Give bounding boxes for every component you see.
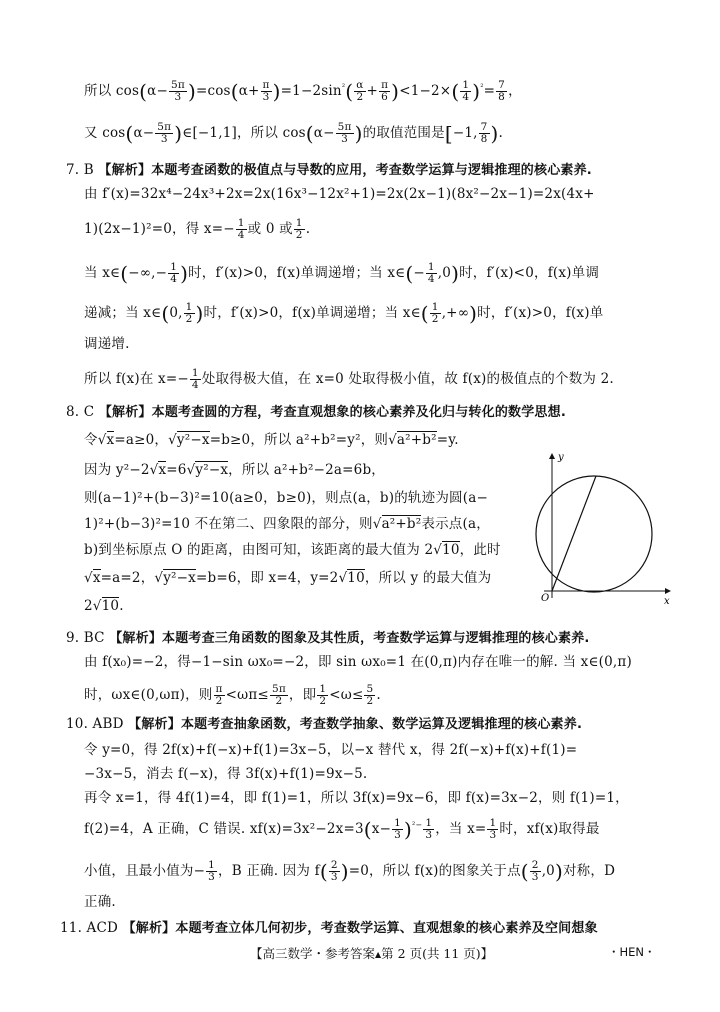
footer-code: ・HEN・ [608, 945, 656, 959]
fraction: $\frac{\alpha}{2}$ [356, 79, 364, 103]
q10-line-2: −3x−5，消去 f(−x)，得 3f(x)+f(1)=9x−5. [84, 766, 368, 782]
q9-header [66, 628, 590, 649]
q11-analysis-tag: 【解析】本题考查立体几何初步，考查数学运算、直观想象的核心素养及空间想象 [122, 921, 598, 936]
q10-line-5: 小值，且最小值为− $\frac{1}{3}$ ，B 正确. 因为 f( $\frac{2}{3}$ )=0，所以 f(x)的图象关于点( $\frac{2}{3}$ ,0)对称，D [84, 859, 616, 884]
q9-number: 9. BC [66, 630, 105, 646]
q8-line-2: 因为 y²−2√x=6√y²−x，所以 a²+b²−2a=6b， [84, 462, 385, 478]
fraction: $\frac{5\pi}{3}$ [170, 79, 185, 103]
q11-header [60, 918, 598, 939]
q7-analysis-tag: 【解析】本题考查函数的极值点与导数的应用，考查数学运算与逻辑推理的核心素养. [98, 163, 592, 178]
q7-line-2: 1)(2x−1)²=0，得 x=− $\frac{1}{4}$ 或 0 或 $\frac{1}{2}$ . [84, 217, 311, 241]
q10-number: 10. ABD [66, 716, 124, 732]
fraction: $\frac{1}{4}$ [462, 79, 470, 103]
footer-title: 【高三数学・参考答案 [250, 946, 376, 961]
fraction: $\frac{5\pi}{3}$ [337, 121, 352, 145]
circle-diagram [514, 448, 674, 608]
q8-number: 8. C [66, 404, 95, 420]
q7-header [66, 160, 592, 181]
q8-line-7: 2√10. [84, 598, 124, 614]
top-line-1: 所以 cos(α− $\frac{5\pi}{3}$ )=cos(α+ $\frac{\pi}{3}$ )$=1-2\sin^{^2}$( $\frac{\alpha}{2}$ + $\frac{\pi}{6}$ )<1−2×( $\frac{1}{4}$ )$^{^2}$= $\frac{7}{8}$ ， [84, 79, 522, 104]
q7-line-6: 所以 f(x)在 x=− $\frac{1}{4}$ 处取得极大值，在 x=0 处取得极小值，故 f(x)的极值点的个数为 2. [84, 367, 614, 391]
fraction: $\frac{7}{8}$ [498, 79, 506, 103]
q8-line-1: 令√x=a≥0，√y²−x=b≥0，所以 a²+b²=y²，则√a²+b²=y. [84, 432, 459, 448]
q9-analysis-tag: 【解析】本题考查三角函数的图象及其性质，考查数学运算与逻辑推理的核心素养. [109, 631, 590, 646]
q10-analysis-tag: 【解析】本题考查抽象函数，考查数学抽象、数学运算及逻辑推理的核心素养. [128, 717, 583, 732]
q11-number: 11. ACD [60, 920, 119, 936]
q7-line-5: 调递增. [84, 336, 130, 352]
max-distance-segment [552, 476, 596, 591]
fraction: $\frac{\pi}{3}$ [262, 79, 270, 103]
fraction: $\frac{\pi}{6}$ [381, 79, 389, 103]
x-label: x [664, 596, 670, 607]
q8-line-3: 则(a−1)²+(b−3)²=10(a≥0，b≥0)，则点(a，b)的轨迹为圆(a− [84, 490, 488, 506]
q8-line-5: b)到坐标原点 O 的距离，由图可知，该距离的最大值为 2√10，此时 [84, 542, 501, 558]
top-line-2: 又 cos(α− $\frac{5\pi}{3}$ )∈[−1,1]，所以 cos(α− $\frac{5\pi}{3}$ )的取值范围是[−1, $\frac{7}{8}$ ). [84, 121, 504, 146]
q10-line-6: 正确. [84, 894, 116, 910]
footer-page-number: 第 2 页(共 11 页)】 [381, 946, 494, 961]
q10-line-4: f(2)=4，A 正确，C 错误. xf(x)=3x²−2x=3(x− $\frac{1}{3}$ )$^{^2-}$ $\frac{1}{3}$ ，当 x= $\frac{1}{3}$ 时，xf(x)取得最 [84, 817, 600, 842]
q10-line-1: 令 y=0，得 2f(x)+f(−x)+f(1)=3x−5，以−x 替代 x，得 2f(−x)+f(x)+f(1)= [84, 742, 578, 758]
q9-line-1: 由 f(x₀)=−2，得−1−sin ωx₀=−2，即 sin ωx₀=1 在(0,π)内存在唯一的解. 当 x∈(0,π) [84, 654, 632, 670]
fraction: $\frac{7}{8}$ [480, 121, 488, 145]
origin-label: O [541, 593, 550, 604]
q8-analysis-tag: 【解析】本题考查圆的方程，考查直观想象的核心素养及化归与转化的数学思想. [98, 405, 566, 420]
q7-line-4: 递减；当 x∈(0, $\frac{1}{2}$ )时，f′(x)>0，f(x)单调递增；当 x∈( $\frac{1}{2}$ ,+∞)时，f′(x)>0，f(x)单 [84, 301, 604, 326]
q8-line-4: 1)²+(b−3)²=10 不在第二、四象限的部分，则√a²+b²表示点(a， [84, 516, 490, 532]
q7-line-1: 由 f′(x)=32x⁴−24x³+2x=2x(16x³−12x²+1)=2x(2x−1)(8x²−2x−1)=2x(4x+ [84, 186, 595, 202]
fraction: $\frac{5\pi}{3}$ [157, 121, 172, 145]
triangle-mark-icon: ▲ [375, 950, 382, 959]
y-label: y [558, 452, 564, 463]
q10-header [66, 714, 582, 735]
q7-number: 7. B [66, 162, 94, 178]
q9-line-2: 时，ωx∈(0,ωπ)，则 $\frac{\pi}{2}$ <ωπ≤ $\frac{5\pi}{2}$ ，即 $\frac{1}{2}$ <ω≤ $\frac{5}{2}$ . [84, 683, 381, 707]
q10-line-3: 再令 x=1，得 4f(1)=4，即 f(1)=1，所以 3f(x)=9x−6，即 f(x)=3x−2，则 f(1)=1， [84, 790, 629, 806]
q7-line-3: 当 x∈(−∞,− $\frac{1}{4}$ )时，f′(x)>0，f(x)单调递增；当 x∈(− $\frac{1}{4}$ ,0)时，f′(x)<0，f(x)单调 [84, 261, 600, 286]
circle-curve [536, 476, 652, 592]
q8-header [66, 402, 566, 423]
q8-line-6: √x=a=2，√y²−x=b=6，即 x=4，y=2√10，所以 y 的最大值为 [84, 570, 492, 586]
